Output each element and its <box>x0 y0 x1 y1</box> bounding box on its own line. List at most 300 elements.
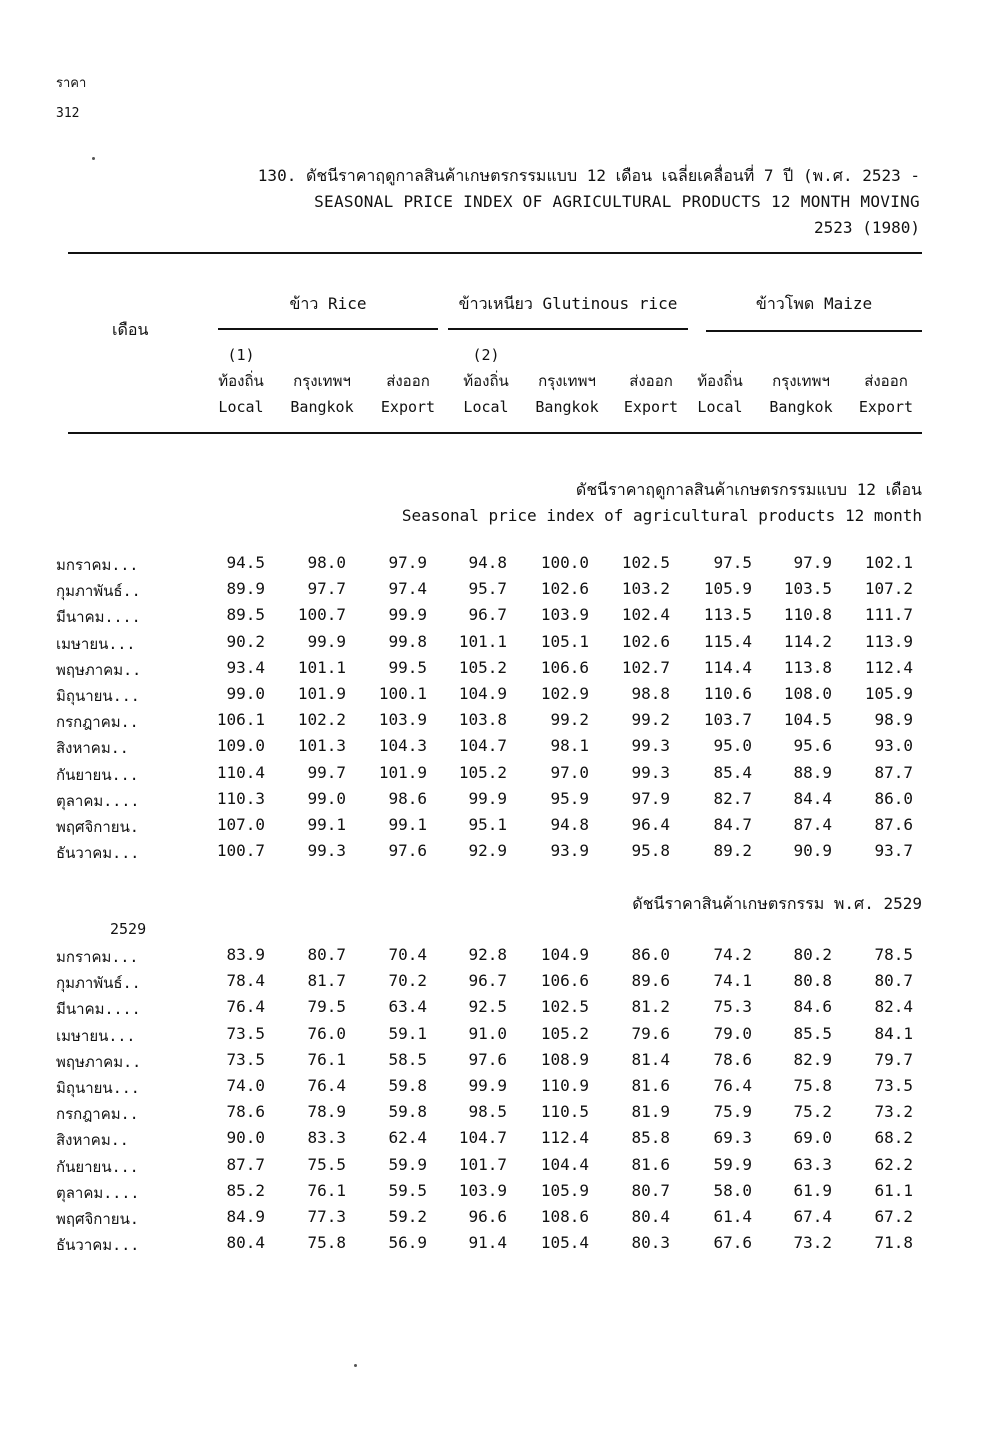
table-cell: 106.6 <box>540 657 589 677</box>
table-cell: 99.8 <box>388 631 427 651</box>
table-cell: 103.9 <box>540 605 589 625</box>
page-section-label: ราคา <box>56 76 87 91</box>
table-cell: 97.5 <box>713 553 752 572</box>
table-cell: 93.4 <box>226 657 265 677</box>
table-cell: 75.3 <box>713 997 752 1017</box>
table-cell: 99.2 <box>550 710 589 730</box>
table-cell: 102.1 <box>864 553 913 572</box>
table-cell: 100.7 <box>216 841 265 861</box>
table-cell: 80.3 <box>631 1233 670 1253</box>
table-row <box>0 658 990 684</box>
table-cell: 105.9 <box>703 579 752 599</box>
table-cell: 101.9 <box>297 684 346 703</box>
table-cell: 115.4 <box>703 631 752 651</box>
table-cell: 112.4 <box>864 657 913 677</box>
table-cell: 105.9 <box>540 1180 589 1200</box>
table-cell: 84.9 <box>226 1207 265 1226</box>
table-cell: 59.9 <box>713 1154 752 1174</box>
column-header-note: (2) <box>472 346 500 364</box>
month-label: สิงหาคม.. <box>56 739 129 758</box>
table-cell: 85.8 <box>631 1128 670 1148</box>
table-cell: 73.2 <box>793 1233 832 1253</box>
table-cell: 69.3 <box>713 1128 752 1148</box>
table-row <box>0 632 990 658</box>
month-label: พฤษภาคม.. <box>56 1052 142 1071</box>
table-cell: 94.8 <box>550 815 589 834</box>
section1-heading-thai: ดัชนีราคาฤดูกาลสินค้าเกษตรกรรมแบบ 12 เดือน <box>575 480 922 499</box>
table-cell: 114.2 <box>783 631 832 651</box>
table-cell: 99.3 <box>307 841 346 861</box>
table-cell: 110.4 <box>216 762 265 782</box>
table-cell: 79.6 <box>631 1023 670 1043</box>
table-cell: 73.5 <box>226 1023 265 1043</box>
table-row <box>0 684 990 710</box>
month-label: มีนาคม.... <box>56 608 141 627</box>
column-header-thai: กรุงเทพฯ <box>538 372 596 390</box>
table-cell: 97.4 <box>388 579 427 599</box>
table-cell: 109.0 <box>216 736 265 756</box>
section2-heading-thai: ดัชนีราคาสินค้าเกษตรกรรม พ.ศ. 2529 <box>632 894 922 913</box>
table-cell: 101.3 <box>297 736 346 756</box>
table-cell: 101.1 <box>458 631 507 651</box>
table-cell: 102.9 <box>540 684 589 703</box>
column-header-eng: Local <box>697 398 743 416</box>
table-cell: 61.4 <box>713 1207 752 1226</box>
table-cell: 58.5 <box>388 1049 427 1069</box>
table-cell: 105.9 <box>864 684 913 703</box>
table-row <box>0 710 990 736</box>
table-cell: 97.7 <box>307 579 346 599</box>
table-cell: 80.4 <box>226 1233 265 1253</box>
table-row <box>0 1102 990 1128</box>
table-row <box>0 997 990 1023</box>
month-label: พฤศจิกายน. <box>56 1210 139 1228</box>
group-rule-maize <box>706 330 922 332</box>
table-cell: 99.9 <box>307 631 346 651</box>
table-row <box>0 736 990 762</box>
table-cell: 67.4 <box>793 1207 832 1226</box>
table-cell: 113.5 <box>703 605 752 625</box>
table-cell: 73.2 <box>874 1102 913 1122</box>
table-cell: 92.8 <box>468 945 507 964</box>
table-cell: 75.8 <box>307 1233 346 1253</box>
column-header-thai: ส่งออก <box>386 372 430 390</box>
table-cell: 106.6 <box>540 971 589 991</box>
table-cell: 74.1 <box>713 971 752 991</box>
table-cell: 97.9 <box>388 553 427 572</box>
table-row <box>0 1128 990 1154</box>
table-cell: 67.2 <box>874 1207 913 1226</box>
table-cell: 59.5 <box>388 1180 427 1200</box>
table-row <box>0 1076 990 1102</box>
column-header-thai: กรุงเทพฯ <box>293 372 351 390</box>
table-cell: 78.6 <box>226 1102 265 1122</box>
table-cell: 93.0 <box>874 736 913 756</box>
table-cell: 95.9 <box>550 788 589 808</box>
table-cell: 93.9 <box>550 841 589 861</box>
table-cell: 76.1 <box>307 1180 346 1200</box>
table-cell: 99.5 <box>388 657 427 677</box>
table-row <box>0 579 990 605</box>
table-cell: 98.0 <box>307 553 346 572</box>
table-cell: 63.4 <box>388 997 427 1017</box>
table-cell: 107.2 <box>864 579 913 599</box>
month-column-header: เดือน <box>112 320 149 339</box>
month-label: ตุลาคม.... <box>56 1183 140 1202</box>
table-cell: 99.1 <box>307 815 346 834</box>
table-row <box>0 789 990 815</box>
table-cell: 112.4 <box>540 1128 589 1148</box>
table-cell: 99.3 <box>631 762 670 782</box>
table-cell: 98.6 <box>388 788 427 808</box>
table-row <box>0 1181 990 1207</box>
table-cell: 94.8 <box>468 553 507 572</box>
table-cell: 61.9 <box>793 1180 832 1200</box>
table-row <box>0 971 990 997</box>
table-cell: 103.5 <box>783 579 832 599</box>
table-cell: 96.6 <box>468 1207 507 1226</box>
table-cell: 96.7 <box>468 971 507 991</box>
table-cell: 110.8 <box>783 605 832 625</box>
table-row <box>0 1233 990 1259</box>
table-cell: 104.7 <box>458 1128 507 1148</box>
table-cell: 90.2 <box>226 631 265 651</box>
table-cell: 75.8 <box>793 1076 832 1095</box>
table-cell: 86.0 <box>631 945 670 964</box>
month-label: กุมภาพันธ์.. <box>56 582 141 601</box>
table-cell: 108.6 <box>540 1207 589 1226</box>
table-cell: 81.4 <box>631 1049 670 1069</box>
table-cell: 97.6 <box>388 841 427 861</box>
table-cell: 99.3 <box>631 736 670 756</box>
page-number: 312 <box>56 106 80 121</box>
table-cell: 99.9 <box>468 788 507 808</box>
month-label: ธันวาคม... <box>56 844 140 863</box>
table-cell: 91.4 <box>468 1233 507 1253</box>
table-cell: 103.9 <box>378 710 427 730</box>
table-cell: 70.2 <box>388 971 427 991</box>
table-cell: 95.1 <box>468 815 507 834</box>
table-cell: 81.9 <box>631 1102 670 1122</box>
table-cell: 101.1 <box>297 657 346 677</box>
table-cell: 89.2 <box>713 841 752 861</box>
table-cell: 98.9 <box>874 710 913 730</box>
column-header-thai: ท้องถิ่น <box>463 372 509 390</box>
month-label: กันยายน... <box>56 1157 139 1176</box>
column-header-eng: Export <box>380 398 436 416</box>
table-cell: 63.3 <box>793 1154 832 1174</box>
table-cell: 110.9 <box>540 1076 589 1095</box>
table-cell: 56.9 <box>388 1233 427 1253</box>
table-cell: 76.0 <box>307 1023 346 1043</box>
table-cell: 69.0 <box>793 1128 832 1148</box>
table-row <box>0 1024 990 1050</box>
column-header-eng: Bangkok <box>535 398 599 416</box>
table-cell: 87.6 <box>874 815 913 834</box>
table-cell: 85.2 <box>226 1180 265 1200</box>
table-cell: 99.0 <box>307 788 346 808</box>
table-row <box>0 763 990 789</box>
table-cell: 100.1 <box>378 684 427 703</box>
table-cell: 81.2 <box>631 997 670 1017</box>
table-cell: 87.7 <box>874 762 913 782</box>
group-rule-glutinous-rice <box>448 328 688 330</box>
speck <box>92 157 95 160</box>
column-header-eng: Bangkok <box>769 398 833 416</box>
table-cell: 95.7 <box>468 579 507 599</box>
column-header-thai: ท้องถิ่น <box>218 372 264 390</box>
table-cell: 89.6 <box>631 971 670 991</box>
table-cell: 110.6 <box>703 684 752 703</box>
table-cell: 59.1 <box>388 1023 427 1043</box>
table-cell: 104.3 <box>378 736 427 756</box>
table-cell: 102.2 <box>297 710 346 730</box>
table-cell: 103.9 <box>458 1180 507 1200</box>
table-cell: 59.9 <box>388 1154 427 1174</box>
table-cell: 113.9 <box>864 631 913 651</box>
table-cell: 61.1 <box>874 1180 913 1200</box>
month-label: มิถุนายน... <box>56 1079 140 1097</box>
month-label: เมษายน... <box>56 1026 136 1045</box>
column-header-note: (1) <box>227 346 255 364</box>
table-cell: 79.7 <box>874 1049 913 1069</box>
group-header-rice: ข้าว Rice <box>289 294 367 313</box>
table-cell: 95.0 <box>713 736 752 756</box>
table-cell: 89.9 <box>226 579 265 599</box>
table-cell: 105.4 <box>540 1233 589 1253</box>
table-cell: 99.0 <box>226 684 265 703</box>
table-cell: 103.8 <box>458 710 507 730</box>
table-cell: 75.9 <box>713 1102 752 1122</box>
month-label: พฤษภาคม.. <box>56 660 142 679</box>
group-header-glutinous-rice: ข้าวเหนียว Glutinous rice <box>458 294 678 313</box>
table-cell: 81.6 <box>631 1154 670 1174</box>
table-row <box>0 1050 990 1076</box>
month-label: ตุลาคม.... <box>56 791 140 810</box>
table-cell: 82.9 <box>793 1049 832 1069</box>
table-row <box>0 945 990 971</box>
column-header-eng: Export <box>623 398 679 416</box>
table-cell: 92.5 <box>468 997 507 1017</box>
table-cell: 75.2 <box>793 1102 832 1122</box>
table-cell: 59.2 <box>388 1207 427 1226</box>
table-cell: 79.0 <box>713 1023 752 1043</box>
column-header-thai: ท้องถิ่น <box>697 372 743 390</box>
table-cell: 85.4 <box>713 762 752 782</box>
table-cell: 95.6 <box>793 736 832 756</box>
table-cell: 87.7 <box>226 1154 265 1174</box>
month-label: กันยายน... <box>56 765 139 784</box>
table-cell: 78.4 <box>226 971 265 991</box>
column-header-eng: Local <box>218 398 264 416</box>
table-cell: 80.7 <box>631 1180 670 1200</box>
table-cell: 80.8 <box>793 971 832 991</box>
table-cell: 101.7 <box>458 1154 507 1174</box>
table-cell: 80.7 <box>874 971 913 991</box>
table-cell: 108.0 <box>783 684 832 703</box>
table-cell: 102.6 <box>621 631 670 651</box>
table-cell: 81.6 <box>631 1076 670 1095</box>
table-cell: 95.8 <box>631 841 670 861</box>
table-cell: 106.1 <box>216 710 265 730</box>
group-header-maize: ข้าวโพด Maize <box>755 294 873 313</box>
table-cell: 73.5 <box>874 1076 913 1095</box>
table-cell: 62.4 <box>388 1128 427 1148</box>
table-cell: 111.7 <box>864 605 913 625</box>
table-cell: 104.5 <box>783 710 832 730</box>
table-cell: 77.3 <box>307 1207 346 1226</box>
table-cell: 114.4 <box>703 657 752 677</box>
table-title-english: SEASONAL PRICE INDEX OF AGRICULTURAL PRODUCTS 12 MONTH MOVING <box>314 192 920 211</box>
table-cell: 100.7 <box>297 605 346 625</box>
table-title-base-year: 2523 (1980) <box>814 218 920 237</box>
table-cell: 102.6 <box>540 579 589 599</box>
table-cell: 75.5 <box>307 1154 346 1174</box>
table-cell: 68.2 <box>874 1128 913 1148</box>
table-cell: 76.4 <box>226 997 265 1017</box>
table-cell: 92.9 <box>468 841 507 861</box>
table-cell: 79.5 <box>307 997 346 1017</box>
table-cell: 105.2 <box>458 762 507 782</box>
table-row <box>0 1207 990 1233</box>
table-cell: 84.4 <box>793 788 832 808</box>
table-cell: 84.1 <box>874 1023 913 1043</box>
table-cell: 97.9 <box>631 788 670 808</box>
table-cell: 80.2 <box>793 945 832 964</box>
table-cell: 91.0 <box>468 1023 507 1043</box>
table-cell: 110.3 <box>216 788 265 808</box>
table-cell: 89.5 <box>226 605 265 625</box>
table-cell: 86.0 <box>874 788 913 808</box>
table-row <box>0 553 990 579</box>
table-cell: 58.0 <box>713 1180 752 1200</box>
month-label: กรกฎาคม.. <box>56 1105 139 1124</box>
table-cell: 98.5 <box>468 1102 507 1122</box>
table-cell: 70.4 <box>388 945 427 964</box>
table-cell: 108.9 <box>540 1049 589 1069</box>
column-header-thai: กรุงเทพฯ <box>772 372 830 390</box>
table-cell: 84.7 <box>713 815 752 834</box>
table-cell: 98.8 <box>631 684 670 703</box>
section2-year: 2529 <box>110 920 147 938</box>
table-cell: 105.2 <box>540 1023 589 1043</box>
table-cell: 87.4 <box>793 815 832 834</box>
column-header-thai: ส่งออก <box>629 372 673 390</box>
table-top-rule <box>68 252 922 254</box>
table-cell: 94.5 <box>226 553 265 572</box>
group-rule-rice <box>218 328 438 330</box>
table-cell: 93.7 <box>874 841 913 861</box>
table-cell: 98.1 <box>550 736 589 756</box>
table-row <box>0 815 990 841</box>
table-cell: 97.6 <box>468 1049 507 1069</box>
speck <box>354 1364 357 1367</box>
month-label: กุมภาพันธ์.. <box>56 974 141 993</box>
column-header-thai: ส่งออก <box>864 372 908 390</box>
table-cell: 97.9 <box>793 553 832 572</box>
table-cell: 96.4 <box>631 815 670 834</box>
table-cell: 101.9 <box>378 762 427 782</box>
table-cell: 110.5 <box>540 1102 589 1122</box>
table-cell: 113.8 <box>783 657 832 677</box>
month-label: สิงหาคม.. <box>56 1131 129 1150</box>
month-label: มิถุนายน... <box>56 687 140 705</box>
table-cell: 80.7 <box>307 945 346 964</box>
month-label: มกราคม... <box>56 556 139 574</box>
table-cell: 82.7 <box>713 788 752 808</box>
table-cell: 73.5 <box>226 1049 265 1069</box>
table-cell: 59.8 <box>388 1102 427 1122</box>
table-cell: 104.7 <box>458 736 507 756</box>
table-row <box>0 841 990 867</box>
table-cell: 107.0 <box>216 815 265 834</box>
table-cell: 102.5 <box>540 997 589 1017</box>
column-header-eng: Bangkok <box>290 398 354 416</box>
column-header-eng: Export <box>858 398 914 416</box>
table-cell: 100.0 <box>540 553 589 572</box>
table-cell: 99.9 <box>468 1076 507 1095</box>
table-cell: 76.4 <box>713 1076 752 1095</box>
table-row <box>0 1155 990 1181</box>
table-cell: 67.6 <box>713 1233 752 1253</box>
table-cell: 80.4 <box>631 1207 670 1226</box>
table-cell: 99.9 <box>388 605 427 625</box>
table-cell: 99.7 <box>307 762 346 782</box>
table-cell: 99.1 <box>388 815 427 834</box>
table-row <box>0 605 990 631</box>
table-cell: 74.2 <box>713 945 752 964</box>
table-cell: 74.0 <box>226 1076 265 1095</box>
table-cell: 102.5 <box>621 553 670 572</box>
table-cell: 78.5 <box>874 945 913 964</box>
table-cell: 102.4 <box>621 605 670 625</box>
table-cell: 59.8 <box>388 1076 427 1095</box>
table-cell: 103.7 <box>703 710 752 730</box>
table-cell: 90.9 <box>793 841 832 861</box>
table-cell: 104.9 <box>540 945 589 964</box>
table-cell: 105.1 <box>540 631 589 651</box>
table-cell: 103.2 <box>621 579 670 599</box>
table-cell: 62.2 <box>874 1154 913 1174</box>
table-cell: 85.5 <box>793 1023 832 1043</box>
table-cell: 76.1 <box>307 1049 346 1069</box>
column-header-eng: Local <box>463 398 509 416</box>
month-label: พฤศจิกายน. <box>56 818 139 836</box>
table-cell: 104.4 <box>540 1154 589 1174</box>
table-cell: 88.9 <box>793 762 832 782</box>
table-cell: 102.7 <box>621 657 670 677</box>
month-label: มกราคม... <box>56 948 139 966</box>
table-cell: 83.3 <box>307 1128 346 1148</box>
table-cell: 71.8 <box>874 1233 913 1253</box>
table-title-thai: 130. ดัชนีราคาฤดูกาลสินค้าเกษตรกรรมแบบ 12 เดือน เฉลี่ยเคลื่อนที่ 7 ปี (พ.ศ. 2523 - <box>257 166 920 185</box>
table-cell: 76.4 <box>307 1076 346 1095</box>
table-cell: 104.9 <box>458 684 507 703</box>
section1-heading-english: Seasonal price index of agricultural products 12 month <box>401 506 922 525</box>
table-cell: 105.2 <box>458 657 507 677</box>
table-cell: 78.6 <box>713 1049 752 1069</box>
table-cell: 97.0 <box>550 762 589 782</box>
month-label: มีนาคม.... <box>56 1000 141 1019</box>
table-cell: 81.7 <box>307 971 346 991</box>
table-cell: 84.6 <box>793 997 832 1017</box>
table-cell: 90.0 <box>226 1128 265 1148</box>
month-label: เมษายน... <box>56 634 136 653</box>
table-cell: 96.7 <box>468 605 507 625</box>
table-cell: 78.9 <box>307 1102 346 1122</box>
month-label: ธันวาคม... <box>56 1236 140 1255</box>
header-bottom-rule <box>68 432 922 434</box>
